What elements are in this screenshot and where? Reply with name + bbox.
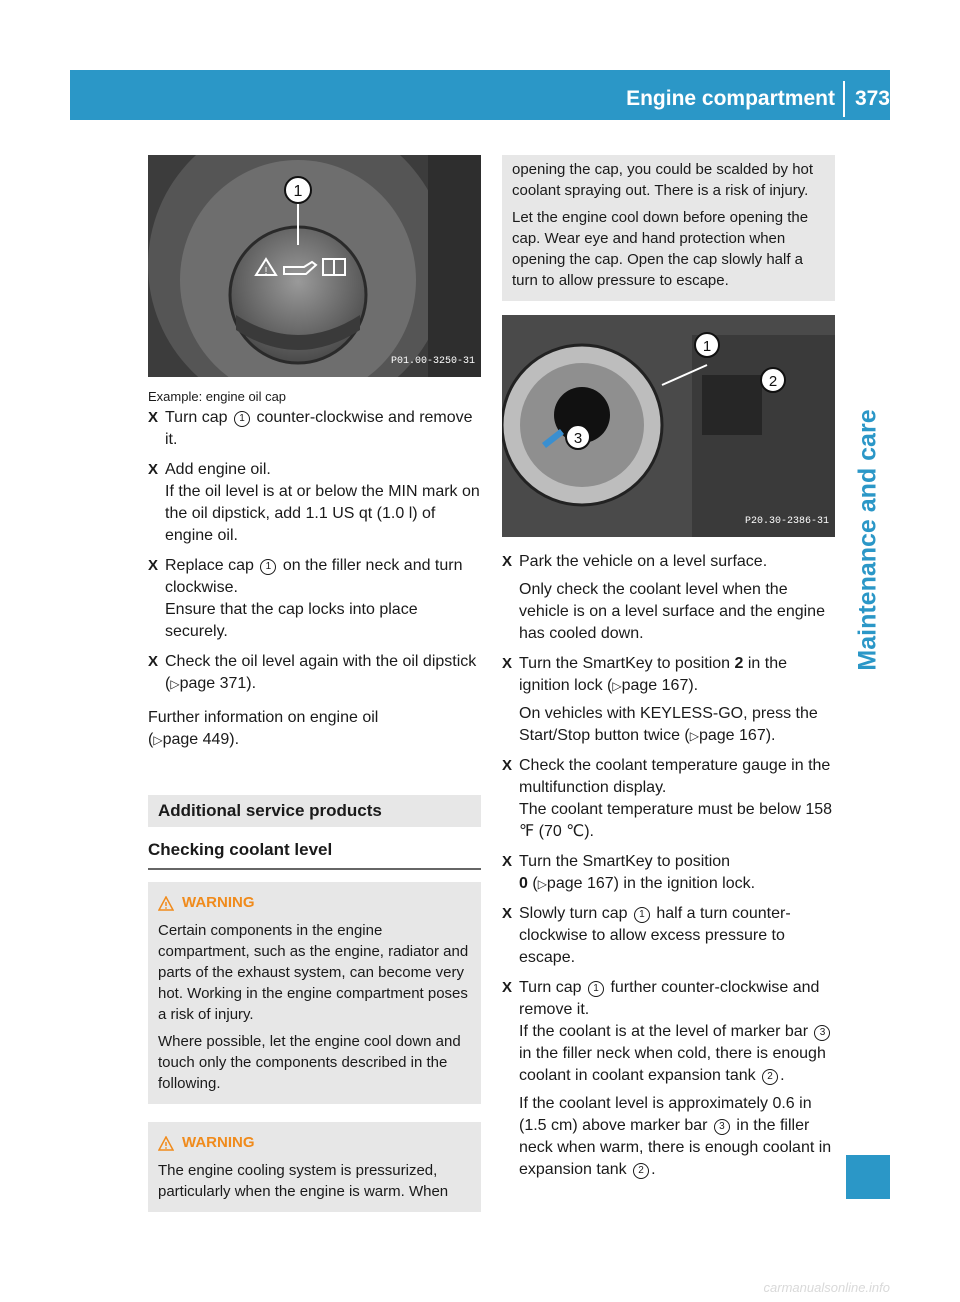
callout-1: 1 bbox=[293, 183, 303, 200]
step-smartkey-position-0: X Turn the SmartKey to position 0 (▷page 167) in the ignition lock. bbox=[502, 853, 756, 892]
warning-text: Where possible, let the engine cool down and touch only the components described in the following. bbox=[158, 1033, 461, 1092]
callout-2: 2 bbox=[768, 373, 778, 390]
step-marker-icon: X bbox=[502, 655, 513, 672]
right-column bbox=[502, 155, 835, 1181]
side-tab bbox=[845, 290, 890, 790]
further-info: Further information on engine oil (▷page 449). bbox=[148, 709, 379, 748]
left-column bbox=[148, 155, 481, 1212]
callout-ref: 3 bbox=[814, 1025, 830, 1041]
page-ref-arrow-icon: ▷ bbox=[153, 733, 163, 747]
callout-ref: 1 bbox=[234, 411, 250, 427]
page-ref-arrow-icon: ▷ bbox=[612, 679, 622, 693]
warning-text: The engine cooling system is pressurized, particularly when the engine is warm. When bbox=[158, 1162, 449, 1200]
step-marker-icon: X bbox=[148, 653, 159, 670]
step-turn-cap: X Turn cap 1 counter-clockwise and remove it. bbox=[148, 409, 473, 448]
step-check-oil: X Check the oil level again with the oil dipstick (▷page 371). bbox=[148, 653, 477, 692]
warning-header: WARNING bbox=[158, 892, 471, 914]
side-tab-label: Maintenance and care bbox=[853, 409, 881, 671]
engine-oil-cap-image bbox=[148, 155, 481, 377]
warning-text: opening the cap, you could be scalded by hot coolant spraying out. There is a risk of injury. bbox=[512, 161, 814, 199]
warning-text: Certain components in the engine compartment, such as the engine, radiator and parts of the exhaust system, can become very hot. Working in the engine compartment poses a risk of injury. bbox=[158, 922, 469, 1023]
page-number: 373 bbox=[854, 87, 890, 110]
warning-triangle-icon bbox=[158, 1136, 174, 1151]
step-park-vehicle: X Park the vehicle on a level surface. Only check the coolant level when the vehicle is on a level surface and the engine has cooled down. bbox=[502, 553, 825, 642]
callout-1: 1 bbox=[702, 338, 712, 355]
step-marker-icon: X bbox=[148, 557, 159, 574]
oil-cap-illustration bbox=[148, 155, 481, 377]
coolant-expansion-tank-image bbox=[502, 315, 835, 537]
page-ref-link[interactable]: page 371 bbox=[179, 675, 247, 692]
svg-text:!: ! bbox=[264, 266, 268, 277]
section-heading: Additional service products bbox=[148, 795, 481, 827]
subsection-heading: Checking coolant level bbox=[148, 839, 481, 870]
warning-box-2-continued bbox=[502, 155, 835, 301]
image-code: P20.30-2386-31 bbox=[744, 516, 829, 527]
warning-box-1 bbox=[148, 882, 481, 1104]
callout-ref: 2 bbox=[633, 1163, 649, 1179]
step-marker-icon: X bbox=[502, 905, 513, 922]
image-code: P01.00-3250-31 bbox=[390, 356, 475, 367]
page-ref-link[interactable]: page 449 bbox=[162, 731, 230, 748]
step-replace-cap: X Replace cap 1 on the filler neck and turn clockwise. Ensure that the cap locks into place securely. bbox=[148, 557, 463, 640]
side-tab-marker bbox=[846, 1155, 890, 1199]
page-ref-arrow-icon: ▷ bbox=[537, 877, 547, 891]
step-marker-icon: X bbox=[148, 461, 159, 478]
callout-3: 3 bbox=[573, 430, 583, 447]
warning-triangle-icon bbox=[158, 896, 174, 911]
step-smartkey-position-2: X Turn the SmartKey to position 2 in the ignition lock (▷page 167). On vehicles with KEYLESS-GO, press the Start/Stop button twice (▷page 167). bbox=[502, 655, 818, 744]
step-slowly-turn-cap: X Slowly turn cap 1 half a turn counter-clockwise to allow excess pressure to escape. bbox=[502, 905, 791, 966]
page-ref-link[interactable]: page 167 bbox=[546, 875, 614, 892]
image-caption: Example: engine oil cap bbox=[148, 389, 287, 404]
step-marker-icon: X bbox=[502, 553, 513, 570]
page-ref-link[interactable]: page 167 bbox=[621, 677, 689, 694]
header-separator bbox=[843, 81, 845, 117]
step-remove-cap: X Turn cap 1 further counter-clockwise and remove it. If the coolant is at the level of marker bar 3 in the filler neck when cold, there is enough coolant in coolant expansion tank 2 . If the coolant level is approximately 0.6 in (1.5 cm) above marker bar 3 in the filler neck when warm, there is enough coolant in expansion tank 2 . bbox=[502, 979, 832, 1178]
step-check-gauge: X Check the coolant temperature gauge in the multifunction display. The coolant temperature must be below 158 ℉ (70 ℃). bbox=[502, 757, 833, 840]
page-ref-arrow-icon: ▷ bbox=[689, 729, 699, 743]
page-header bbox=[626, 84, 890, 114]
callout-ref: 1 bbox=[260, 559, 276, 575]
step-marker-icon: X bbox=[502, 853, 513, 870]
step-add-oil: X Add engine oil. If the oil level is at or below the MIN mark on the oil dipstick, add 1.1 US qt (1.0 l) of engine oil. bbox=[148, 461, 480, 544]
callout-ref: 3 bbox=[714, 1119, 730, 1135]
watermark: carmanualsonline.info bbox=[763, 1280, 890, 1295]
page-ref-link[interactable]: page 167 bbox=[698, 727, 766, 744]
warning-header: WARNING bbox=[158, 1132, 471, 1154]
step-marker-icon: X bbox=[502, 979, 513, 996]
warning-text: Let the engine cool down before opening the cap. Wear eye and hand protection when opening the cap. Open the cap slowly half a turn to allow pressure to escape. bbox=[512, 209, 809, 289]
callout-ref: 1 bbox=[634, 907, 650, 923]
page-ref-arrow-icon: ▷ bbox=[170, 677, 180, 691]
callout-ref: 1 bbox=[588, 981, 604, 997]
step-marker-icon: X bbox=[148, 409, 159, 426]
step-marker-icon: X bbox=[502, 757, 513, 774]
coolant-tank-illustration bbox=[502, 315, 835, 537]
callout-ref: 2 bbox=[762, 1069, 778, 1085]
warning-box-2 bbox=[148, 1122, 481, 1212]
section-title-header: Engine compartment bbox=[626, 87, 835, 110]
